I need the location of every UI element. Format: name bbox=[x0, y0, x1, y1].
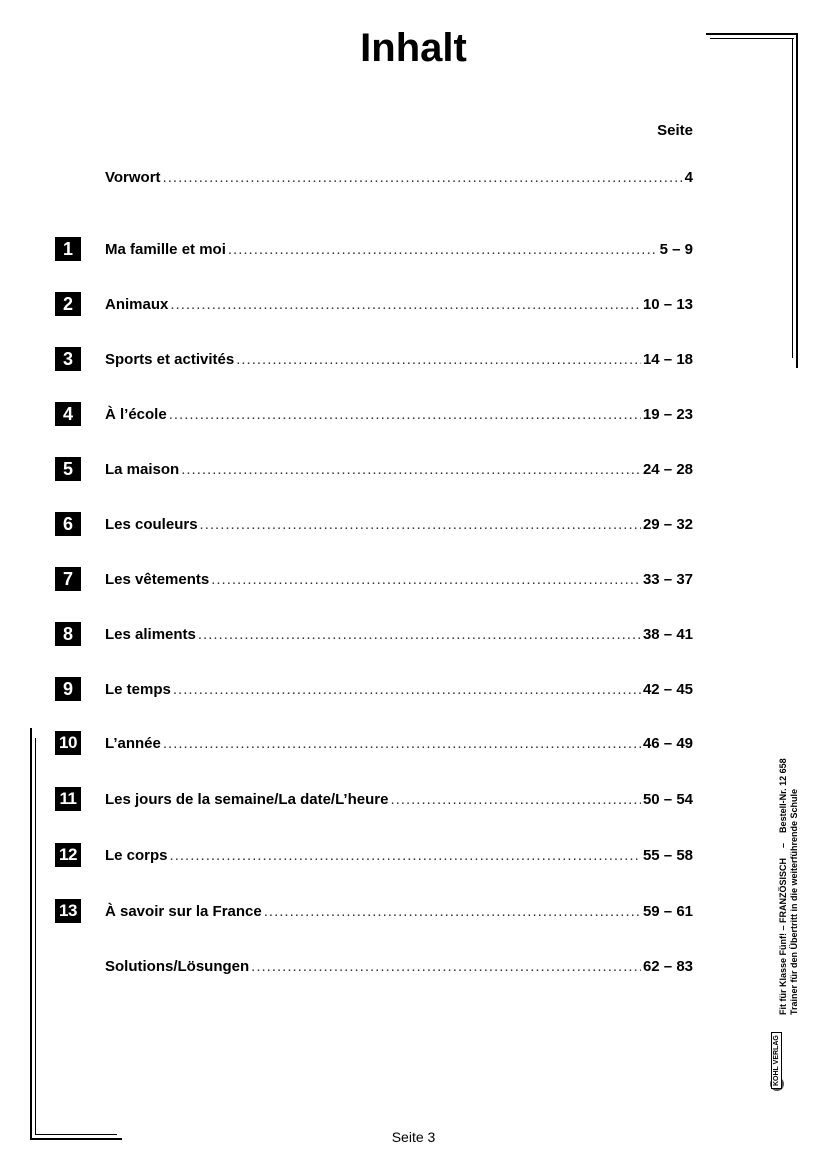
toc-entry-pages: 46 – 49 bbox=[642, 735, 693, 752]
dot-leader bbox=[173, 680, 641, 700]
chapter-number-badge: 5 bbox=[55, 457, 81, 481]
dot-leader bbox=[236, 350, 641, 370]
toc-entry-label: Solutions/Lösungen bbox=[105, 958, 250, 975]
toc-entry-pages: 55 – 58 bbox=[642, 847, 693, 864]
dot-leader bbox=[170, 295, 641, 315]
dot-leader bbox=[228, 240, 658, 260]
toc-entry-pages: 62 – 83 bbox=[642, 958, 693, 975]
chapter-number-badge: 9 bbox=[55, 677, 81, 701]
sidebar-imprint bbox=[778, 758, 800, 1015]
toc-entry-label: Les aliments bbox=[105, 626, 196, 643]
toc-entry-vorwort[interactable] bbox=[105, 166, 693, 188]
dot-leader bbox=[211, 570, 641, 590]
imprint-order-number: Bestell-Nr. 12 658 bbox=[778, 758, 788, 833]
toc-entry-chapter-3[interactable] bbox=[105, 348, 693, 370]
toc-entry-chapter-11[interactable] bbox=[105, 788, 693, 810]
dot-leader bbox=[169, 405, 641, 425]
dot-leader bbox=[181, 460, 641, 480]
toc-entry-pages: 10 – 13 bbox=[642, 296, 693, 313]
imprint-line-1 bbox=[778, 758, 789, 1015]
toc-entry-label: Le corps bbox=[105, 847, 168, 864]
chapter-number-badge: 7 bbox=[55, 567, 81, 591]
toc-entry-pages: 29 – 32 bbox=[642, 516, 693, 533]
chapter-number-badge: 4 bbox=[55, 402, 81, 426]
toc-entry-label: Animaux bbox=[105, 296, 169, 313]
toc-entry-solutions[interactable] bbox=[105, 955, 693, 977]
dot-leader bbox=[390, 790, 641, 810]
toc-entry-pages: 14 – 18 bbox=[642, 351, 693, 368]
toc-entry-chapter-6[interactable] bbox=[105, 513, 693, 535]
toc-entry-pages: 50 – 54 bbox=[642, 791, 693, 808]
chapter-number-badge: 12 bbox=[55, 843, 81, 867]
chapter-number-badge: 11 bbox=[55, 787, 81, 811]
dot-leader bbox=[264, 902, 641, 922]
page-column-header: Seite bbox=[657, 122, 693, 139]
toc-entry-label: Le temps bbox=[105, 681, 171, 698]
toc-entry-chapter-1[interactable] bbox=[105, 238, 693, 260]
dot-leader bbox=[163, 168, 683, 188]
dot-leader bbox=[163, 734, 641, 754]
toc-entry-chapter-9[interactable] bbox=[105, 678, 693, 700]
dot-leader bbox=[198, 625, 641, 645]
frame-right-outer bbox=[796, 33, 798, 368]
toc-entry-pages: 38 – 41 bbox=[642, 626, 693, 643]
frame-left-outer bbox=[30, 728, 32, 1140]
toc-entry-label: La maison bbox=[105, 461, 180, 478]
publisher-name: KOHL VERLAG bbox=[771, 1032, 782, 1089]
toc-entry-chapter-10[interactable] bbox=[105, 732, 693, 754]
toc-entry-pages: 42 – 45 bbox=[642, 681, 693, 698]
toc-entry-label: Ma famille et moi bbox=[105, 241, 226, 258]
chapter-number-badge: 1 bbox=[55, 237, 81, 261]
toc-entry-chapter-5[interactable] bbox=[105, 458, 693, 480]
chapter-number-badge: 10 bbox=[55, 731, 81, 755]
toc-entry-label: Vorwort bbox=[105, 169, 161, 186]
frame-right-inner bbox=[792, 38, 793, 358]
toc-entry-pages: 4 bbox=[684, 169, 693, 186]
toc-entry-chapter-4[interactable] bbox=[105, 403, 693, 425]
chapter-number-badge: 2 bbox=[55, 292, 81, 316]
toc-entry-chapter-2[interactable] bbox=[105, 293, 693, 315]
dot-leader bbox=[251, 957, 641, 977]
toc-entry-chapter-12[interactable] bbox=[105, 844, 693, 866]
toc-entry-chapter-8[interactable] bbox=[105, 623, 693, 645]
dot-leader bbox=[170, 846, 641, 866]
publisher-logo bbox=[770, 1025, 798, 1091]
dot-leader bbox=[200, 515, 641, 535]
imprint-title: Fit für Klasse Fünf! – FRANZÖSISCH bbox=[778, 857, 788, 1015]
imprint-line-2: Trainer für den Übertritt in die weiterführende Schule bbox=[789, 788, 799, 1015]
toc-entry-pages: 5 – 9 bbox=[659, 241, 693, 258]
page-title: Inhalt bbox=[360, 26, 467, 70]
toc-entry-label: Sports et activités bbox=[105, 351, 235, 368]
toc-entry-pages: 59 – 61 bbox=[642, 903, 693, 920]
toc-entry-pages: 24 – 28 bbox=[642, 461, 693, 478]
toc-entry-label: L’année bbox=[105, 735, 161, 752]
chapter-number-badge: 8 bbox=[55, 622, 81, 646]
toc-entry-label: À l’école bbox=[105, 406, 167, 423]
toc-entry-pages: 19 – 23 bbox=[642, 406, 693, 423]
chapter-number-badge: 13 bbox=[55, 899, 81, 923]
toc-entry-chapter-7[interactable] bbox=[105, 568, 693, 590]
imprint-separator: – bbox=[778, 842, 788, 848]
toc-entry-chapter-13[interactable] bbox=[105, 900, 693, 922]
chapter-number-badge: 6 bbox=[55, 512, 81, 536]
toc-entry-label: Les jours de la semaine/La date/L’heure bbox=[105, 791, 389, 808]
toc-entry-pages: 33 – 37 bbox=[642, 571, 693, 588]
toc-entry-label: Les vêtements bbox=[105, 571, 210, 588]
chapter-number-badge: 3 bbox=[55, 347, 81, 371]
toc-entry-label: Les couleurs bbox=[105, 516, 198, 533]
toc-entry-label: À savoir sur la France bbox=[105, 903, 262, 920]
page-footer: Seite 3 bbox=[391, 1129, 436, 1145]
frame-left-inner bbox=[35, 738, 36, 1135]
